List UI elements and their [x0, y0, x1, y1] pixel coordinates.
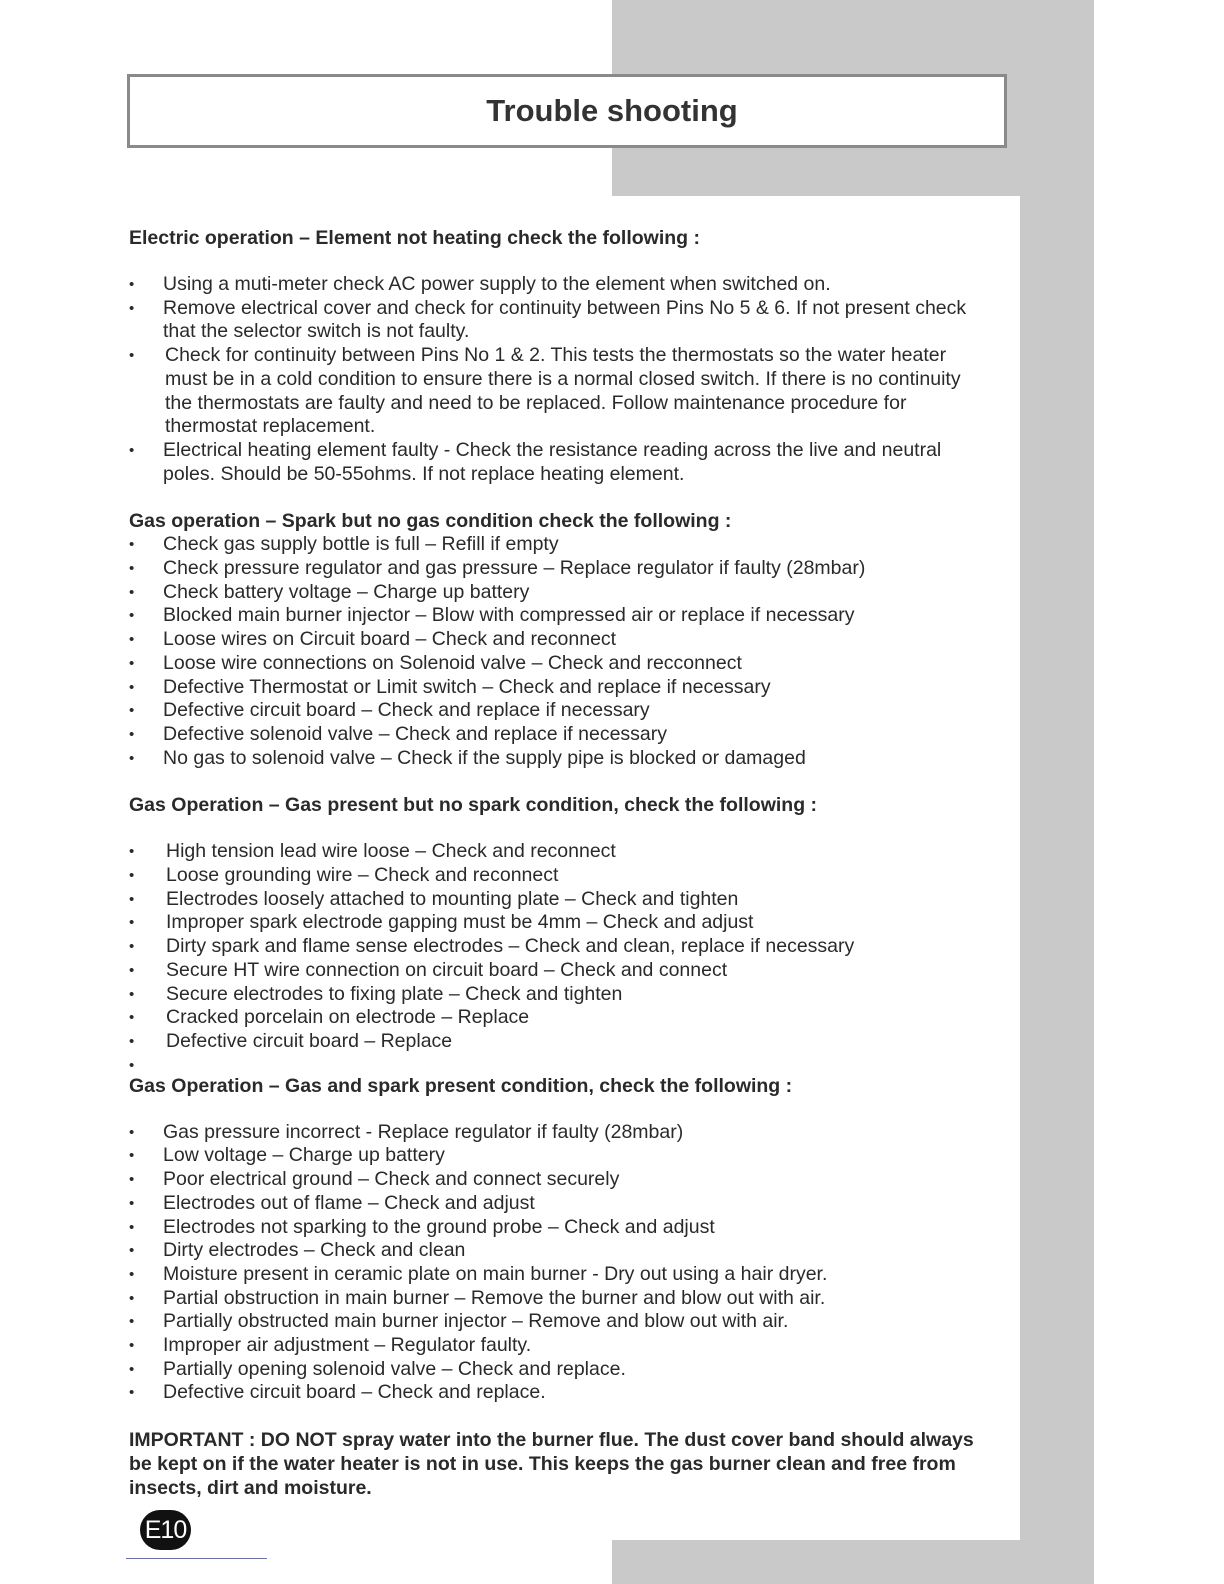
list-item: • Loose wire connections on Solenoid valve – Check and recconnect [129, 652, 989, 676]
important-note: IMPORTANT : DO NOT spray water into the burner flue. The dust cover band should always be kept on if the water heater is not in use. This keeps the gas burner clean and free from insects, dirt and moisture. [129, 1429, 974, 1500]
spark-no-gas-checklist [129, 533, 989, 770]
section-heading-gas-and-spark: Gas Operation – Gas and spark present condition, check the following : [129, 1074, 793, 1097]
list-item: • Defective circuit board – Check and replace if necessary [129, 699, 989, 723]
list-item: • Secure electrodes to fixing plate – Check and tighten [129, 983, 989, 1007]
list-item: • Electrical heating element faulty - Check the resistance reading across the live and neutral poles. Should be 50-55ohms. If not replace heating element. [129, 439, 989, 486]
list-item: • Defective circuit board – Check and replace. [129, 1381, 989, 1405]
list-item: • Defective circuit board – Replace [129, 1030, 989, 1054]
list-item: • Check battery voltage – Charge up battery [129, 581, 989, 605]
list-item: • Electrodes out of flame – Check and adjust [129, 1192, 989, 1216]
footer-divider [126, 1558, 267, 1559]
page-title: Trouble shooting [486, 93, 738, 128]
list-item: • Poor electrical ground – Check and connect securely [129, 1168, 989, 1192]
gas-and-spark-checklist [129, 1121, 989, 1405]
list-item: • Using a muti-meter check AC power supply to the element when switched on. [129, 273, 989, 297]
list-item: • No gas to solenoid valve – Check if the supply pipe is blocked or damaged [129, 747, 989, 771]
electric-checklist [129, 273, 989, 486]
list-item: • Dirty spark and flame sense electrodes – Check and clean, replace if necessary [129, 935, 989, 959]
list-item: • Loose wires on Circuit board – Check and reconnect [129, 628, 989, 652]
list-item: • Dirty electrodes – Check and clean [129, 1239, 989, 1263]
list-item: • Improper spark electrode gapping must be 4mm – Check and adjust [129, 911, 989, 935]
list-item: • Secure HT wire connection on circuit board – Check and connect [129, 959, 989, 983]
list-item: • Remove electrical cover and check for continuity between Pins No 5 & 6. If not present check that the selector switch is not faulty. [129, 297, 989, 344]
list-item: • Check gas supply bottle is full – Refill if empty [129, 533, 989, 557]
document-body [129, 226, 989, 1500]
list-item: • Partially obstructed main burner injector – Remove and blow out with air. [129, 1310, 989, 1334]
page-number-badge: E10 [140, 1510, 191, 1550]
list-item: • Check for continuity between Pins No 1 & 2. This tests the thermostats so the water heater must be in a cold condition to ensure there is a normal closed switch. If there is no continuity the thermostats are faulty and need to be replaced. Follow maintenance procedure for thermostat replacement. [129, 344, 989, 439]
list-item: • Moisture present in ceramic plate on main burner - Dry out using a hair dryer. [129, 1263, 989, 1287]
section-heading-spark-no-gas: Gas operation – Spark but no gas condition check the following : [129, 510, 732, 533]
list-item: • Partial obstruction in main burner – Remove the burner and blow out with air. [129, 1287, 989, 1311]
list-item: • Electrodes loosely attached to mounting plate – Check and tighten [129, 888, 989, 912]
list-item [129, 1054, 989, 1074]
list-item: • Loose grounding wire – Check and reconnect [129, 864, 989, 888]
list-item: • Low voltage – Charge up battery [129, 1144, 989, 1168]
section-heading-electric: Electric operation – Element not heating check the following : [129, 227, 701, 249]
list-item: • Electrodes not sparking to the ground probe – Check and adjust [129, 1216, 989, 1240]
list-item: • Partially opening solenoid valve – Check and replace. [129, 1358, 989, 1382]
page-title-box [127, 74, 1007, 148]
gas-no-spark-checklist [129, 840, 989, 1073]
list-item: • Cracked porcelain on electrode – Replace [129, 1006, 989, 1030]
list-item: • High tension lead wire loose – Check and reconnect [129, 840, 989, 864]
list-item: • Check pressure regulator and gas pressure – Replace regulator if faulty (28mbar) [129, 557, 989, 581]
list-item: • Defective Thermostat or Limit switch – Check and replace if necessary [129, 676, 989, 700]
list-item: • Improper air adjustment – Regulator faulty. [129, 1334, 989, 1358]
list-item: • Blocked main burner injector – Blow with compressed air or replace if necessary [129, 604, 989, 628]
section-heading-gas-no-spark: Gas Operation – Gas present but no spark condition, check the following : [129, 794, 818, 817]
list-item: • Gas pressure incorrect - Replace regulator if faulty (28mbar) [129, 1121, 989, 1145]
list-item: • Defective solenoid valve – Check and replace if necessary [129, 723, 989, 747]
